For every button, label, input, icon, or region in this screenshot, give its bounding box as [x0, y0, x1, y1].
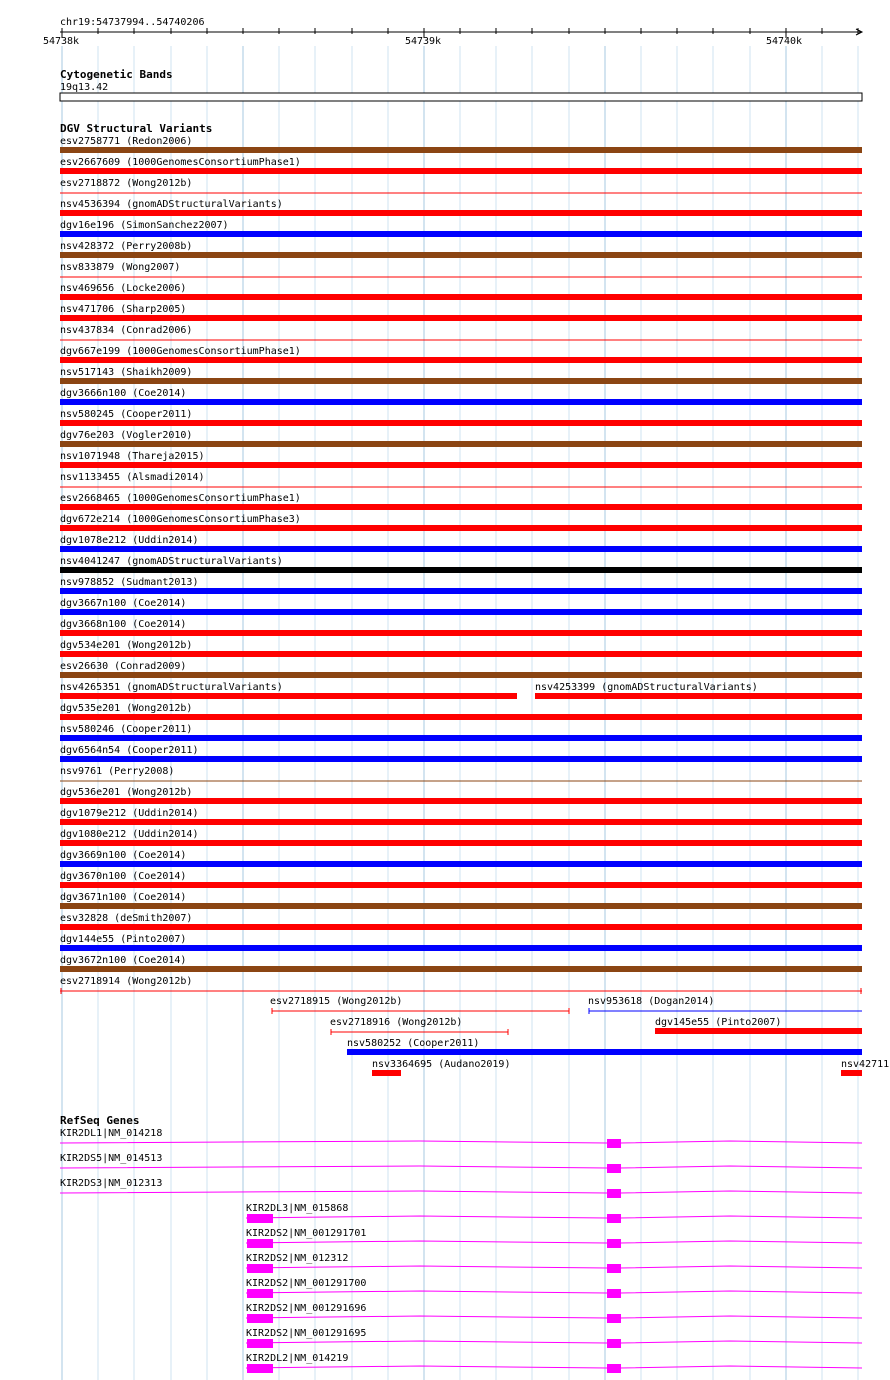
dgv-feature-bar	[60, 735, 862, 741]
dgv-feature[interactable]	[60, 787, 862, 804]
dgv-feature[interactable]	[60, 703, 862, 720]
dgv-feature-label: esv32828 (deSmith2007)	[60, 913, 193, 924]
dgv-feature-label: nsv4265351 (gnomADStructuralVariants)	[60, 682, 283, 693]
dgv-feature-bar	[655, 1028, 862, 1034]
dgv-feature[interactable]	[60, 178, 862, 193]
dgv-feature-bar	[60, 231, 862, 237]
dgv-feature[interactable]	[60, 472, 862, 487]
refseq-exon	[607, 1339, 621, 1348]
refseq-gene-rows	[60, 1128, 862, 1373]
dgv-feature-label: esv2718916 (Wong2012b)	[330, 1017, 463, 1028]
refseq-exon	[247, 1289, 273, 1298]
dgv-feature-bar	[60, 294, 862, 300]
dgv-feature-bar	[60, 693, 517, 699]
dgv-feature[interactable]	[60, 556, 862, 573]
dgv-feature-bar	[535, 693, 862, 699]
refseq-gene-label: KIR2DS2|NM_001291700	[246, 1278, 367, 1289]
dgv-feature-bar	[60, 441, 862, 447]
dgv-feature[interactable]	[60, 619, 862, 636]
dgv-feature-bar	[60, 756, 862, 762]
dgv-feature-bar	[60, 504, 862, 510]
cytoband-bar	[60, 93, 862, 101]
refseq-exon	[607, 1189, 621, 1198]
dgv-feature[interactable]	[60, 367, 862, 384]
refseq-exon	[247, 1239, 273, 1248]
dgv-feature-label: nsv471706 (Sharp2005)	[60, 304, 187, 315]
refseq-gene[interactable]	[246, 1228, 862, 1248]
ruler-tick-label-2: 54739k	[404, 36, 442, 47]
dgv-feature[interactable]	[60, 493, 862, 510]
dgv-feature[interactable]	[372, 1059, 510, 1076]
refseq-gene-label: KIR2DS3|NM_012313	[60, 1178, 163, 1189]
dgv-feature-label: dgv672e214 (1000GenomesConsortiumPhase3)	[60, 514, 301, 525]
dgv-feature-bar	[60, 252, 862, 258]
dgv-feature[interactable]	[60, 451, 862, 468]
refseq-exon	[607, 1289, 621, 1298]
dgv-feature-label: dgv144e55 (Pinto2007)	[60, 934, 187, 945]
dgv-feature[interactable]	[60, 661, 862, 678]
refseq-gene-label: KIR2DS2|NM_001291701	[246, 1228, 367, 1239]
refseq-exon	[247, 1339, 273, 1348]
refseq-gene[interactable]	[246, 1353, 862, 1373]
dgv-feature-label: esv2667609 (1000GenomesConsortiumPhase1)	[60, 157, 301, 168]
dgv-feature-bar	[60, 525, 862, 531]
dgv-feature[interactable]	[60, 409, 862, 426]
refseq-track-title: RefSeq Genes	[60, 1114, 140, 1127]
refseq-gene[interactable]	[246, 1278, 862, 1298]
dgv-feature[interactable]	[270, 996, 569, 1014]
dgv-feature[interactable]	[60, 283, 862, 300]
dgv-feature[interactable]	[60, 388, 862, 405]
dgv-feature[interactable]	[60, 514, 862, 531]
ruler-tick-label-1: 54738k	[42, 36, 80, 47]
dgv-feature[interactable]	[655, 1017, 862, 1034]
refseq-gene[interactable]	[246, 1203, 862, 1223]
dgv-feature-bar	[60, 210, 862, 216]
refseq-gene[interactable]	[246, 1303, 862, 1323]
dgv-feature-bar	[372, 1070, 401, 1076]
dgv-feature[interactable]	[60, 346, 862, 363]
dgv-feature[interactable]	[60, 136, 862, 153]
dgv-feature-label: nsv42711	[841, 1059, 890, 1070]
dgv-feature-bar	[60, 609, 862, 615]
refseq-gene-label: KIR2DS2|NM_012312	[246, 1253, 349, 1264]
dgv-feature[interactable]	[60, 430, 862, 447]
dgv-feature-label: dgv1078e212 (Uddin2014)	[60, 535, 199, 546]
refseq-intron	[246, 1266, 862, 1268]
dgv-feature-label: nsv580245 (Cooper2011)	[60, 409, 193, 420]
dgv-track-title: DGV Structural Variants	[60, 122, 213, 135]
dgv-feature-label: dgv3666n100 (Coe2014)	[60, 388, 187, 399]
dgv-feature-label: nsv833879 (Wong2007)	[60, 262, 181, 273]
dgv-feature[interactable]	[60, 157, 862, 174]
refseq-intron	[60, 1141, 862, 1143]
dgv-feature[interactable]	[60, 220, 862, 237]
dgv-feature-label: dgv667e199 (1000GenomesConsortiumPhase1)	[60, 346, 301, 357]
dgv-feature-label: nsv978852 (Sudmant2013)	[60, 577, 199, 588]
refseq-exon	[607, 1314, 621, 1323]
dgv-feature[interactable]	[60, 808, 862, 825]
dgv-feature-label: dgv1079e212 (Uddin2014)	[60, 808, 199, 819]
dgv-feature-bar	[60, 651, 862, 657]
dgv-feature-bar	[60, 357, 862, 363]
dgv-feature[interactable]	[330, 1017, 508, 1035]
dgv-feature-bar	[60, 714, 862, 720]
refseq-track[interactable]	[60, 1114, 862, 1373]
dgv-feature-bar	[60, 567, 862, 573]
dgv-feature-bar	[60, 798, 862, 804]
dgv-feature[interactable]	[841, 1059, 889, 1076]
dgv-feature-bar	[60, 819, 862, 825]
dgv-feature[interactable]	[60, 955, 862, 972]
region-label: chr19:54737994..54740206	[60, 17, 205, 28]
dgv-track[interactable]	[60, 122, 889, 1076]
dgv-feature-bar	[60, 378, 862, 384]
dgv-partial-features	[270, 996, 889, 1076]
dgv-feature[interactable]	[60, 598, 862, 615]
dgv-feature-bar	[60, 966, 862, 972]
refseq-exon	[607, 1139, 621, 1148]
refseq-gene-label: KIR2DL1|NM_014218	[60, 1128, 163, 1139]
refseq-gene-label: KIR2DS2|NM_001291696	[246, 1303, 367, 1314]
dgv-feature-bar	[60, 630, 862, 636]
refseq-gene[interactable]	[60, 1153, 862, 1173]
refseq-gene[interactable]	[246, 1328, 862, 1348]
dgv-feature[interactable]	[588, 996, 862, 1014]
cytoband-track[interactable]	[60, 68, 862, 101]
dgv-feature-label: dgv3667n100 (Coe2014)	[60, 598, 187, 609]
dgv-feature-bar	[60, 546, 862, 552]
dgv-feature-label: esv2718872 (Wong2012b)	[60, 178, 193, 189]
refseq-intron	[246, 1291, 862, 1293]
refseq-intron	[246, 1241, 862, 1243]
dgv-feature-bar	[60, 840, 862, 846]
dgv-feature-label: nsv580246 (Cooper2011)	[60, 724, 193, 735]
dgv-feature[interactable]	[60, 325, 862, 340]
dgv-feature-label: nsv469656 (Locke2006)	[60, 283, 187, 294]
dgv-feature-label: nsv1071948 (Thareja2015)	[60, 451, 205, 462]
dgv-feature-bar	[60, 903, 862, 909]
ruler-tick-label-3: 54740k	[765, 36, 803, 47]
dgv-feature-label: dgv6564n54 (Cooper2011)	[60, 745, 199, 756]
dgv-feature-label: dgv3671n100 (Coe2014)	[60, 892, 187, 903]
dgv-feature-label: nsv953618 (Dogan2014)	[588, 996, 715, 1007]
dgv-feature-label: nsv428372 (Perry2008b)	[60, 241, 193, 252]
dgv-feature-label: dgv16e196 (SimonSanchez2007)	[60, 220, 229, 231]
dgv-feature-label: nsv4536394 (gnomADStructuralVariants)	[60, 199, 283, 210]
dgv-feature-label: dgv145e55 (Pinto2007)	[655, 1017, 782, 1028]
dgv-feature-bar	[60, 462, 862, 468]
dgv-feature[interactable]	[60, 682, 862, 699]
dgv-feature[interactable]	[60, 640, 862, 657]
dgv-feature-label: dgv3670n100 (Coe2014)	[60, 871, 187, 882]
refseq-gene-label: KIR2DS5|NM_014513	[60, 1153, 163, 1164]
dgv-feature-label: dgv535e201 (Wong2012b)	[60, 703, 193, 714]
cytoband-label: 19q13.42	[60, 82, 109, 93]
dgv-feature-bar	[60, 315, 862, 321]
refseq-intron	[246, 1341, 862, 1343]
dgv-feature-bar	[347, 1049, 862, 1055]
dgv-feature-label: esv2758771 (Redon2006)	[60, 136, 193, 147]
dgv-feature-bar	[60, 420, 862, 426]
dgv-feature-label: nsv1133455 (Alsmadi2014)	[60, 472, 205, 483]
dgv-feature[interactable]	[60, 262, 862, 277]
dgv-feature-label: dgv1080e212 (Uddin2014)	[60, 829, 199, 840]
dgv-feature[interactable]	[60, 745, 862, 762]
dgv-feature-label: dgv3669n100 (Coe2014)	[60, 850, 187, 861]
refseq-exon	[607, 1364, 621, 1373]
refseq-gene[interactable]	[246, 1253, 862, 1273]
refseq-gene[interactable]	[60, 1178, 862, 1198]
dgv-feature-label: esv2718914 (Wong2012b)	[60, 976, 193, 987]
dgv-feature-label: nsv4041247 (gnomADStructuralVariants)	[60, 556, 283, 567]
refseq-intron	[246, 1316, 862, 1318]
refseq-exon	[607, 1214, 621, 1223]
dgv-feature-label: dgv3672n100 (Coe2014)	[60, 955, 187, 966]
refseq-exon	[607, 1264, 621, 1273]
dgv-feature[interactable]	[60, 850, 862, 867]
dgv-feature[interactable]	[60, 199, 862, 216]
dgv-feature-bar	[60, 147, 862, 153]
ruler[interactable]	[43, 17, 862, 47]
refseq-gene-label: KIR2DS2|NM_001291695	[246, 1328, 367, 1339]
dgv-feature-bar	[60, 924, 862, 930]
dgv-feature-label: nsv580252 (Cooper2011)	[347, 1038, 480, 1049]
refseq-intron	[246, 1216, 862, 1218]
dgv-feature-label: dgv76e203 (Vogler2010)	[60, 430, 193, 441]
dgv-feature[interactable]	[60, 724, 862, 741]
refseq-gene-label: KIR2DL2|NM_014219	[246, 1353, 349, 1364]
refseq-exon	[607, 1164, 621, 1173]
dgv-feature-bar	[60, 399, 862, 405]
dgv-feature-bar	[60, 945, 862, 951]
dgv-feature[interactable]	[60, 913, 862, 930]
refseq-exon	[607, 1239, 621, 1248]
dgv-feature-label: esv26630 (Conrad2009)	[60, 661, 187, 672]
dgv-feature-label: nsv4253399 (gnomADStructuralVariants)	[535, 682, 758, 693]
dgv-feature[interactable]	[60, 871, 862, 888]
refseq-exon	[247, 1264, 273, 1273]
dgv-feature[interactable]	[60, 829, 862, 846]
dgv-feature[interactable]	[60, 241, 862, 258]
dgv-feature-bar	[60, 588, 862, 594]
dgv-feature[interactable]	[60, 934, 862, 951]
dgv-feature-bar	[60, 672, 862, 678]
dgv-feature-label: nsv517143 (Shaikh2009)	[60, 367, 193, 378]
refseq-intron	[60, 1191, 862, 1193]
dgv-feature[interactable]	[60, 766, 862, 781]
dgv-feature[interactable]	[60, 976, 862, 994]
refseq-intron	[246, 1366, 862, 1368]
dgv-feature-label: dgv3668n100 (Coe2014)	[60, 619, 187, 630]
dgv-feature-label: esv2718915 (Wong2012b)	[270, 996, 403, 1007]
dgv-feature-label: nsv9761 (Perry2008)	[60, 766, 175, 777]
dgv-feature-label: nsv3364695 (Audano2019)	[372, 1059, 511, 1070]
dgv-feature[interactable]	[60, 892, 862, 909]
dgv-feature-label: dgv534e201 (Wong2012b)	[60, 640, 193, 651]
dgv-feature-bar	[60, 861, 862, 867]
dgv-feature-label: esv2668465 (1000GenomesConsortiumPhase1)	[60, 493, 301, 504]
refseq-exon	[247, 1214, 273, 1223]
dgv-feature-bar	[841, 1070, 862, 1076]
dgv-feature[interactable]	[60, 304, 862, 321]
dgv-feature-bar	[60, 168, 862, 174]
dgv-feature[interactable]	[60, 577, 862, 594]
cytoband-track-title: Cytogenetic Bands	[60, 68, 173, 81]
dgv-feature[interactable]	[60, 535, 862, 552]
refseq-exon	[247, 1314, 273, 1323]
refseq-gene-label: KIR2DL3|NM_015868	[246, 1203, 349, 1214]
dgv-feature-rows	[60, 136, 862, 994]
dgv-feature-bar	[60, 882, 862, 888]
refseq-exon	[247, 1364, 273, 1373]
dgv-feature-label: nsv437834 (Conrad2006)	[60, 325, 193, 336]
dgv-feature-label: dgv536e201 (Wong2012b)	[60, 787, 193, 798]
ruler-ticks	[62, 28, 862, 38]
refseq-intron	[60, 1166, 862, 1168]
refseq-gene[interactable]	[60, 1128, 862, 1148]
